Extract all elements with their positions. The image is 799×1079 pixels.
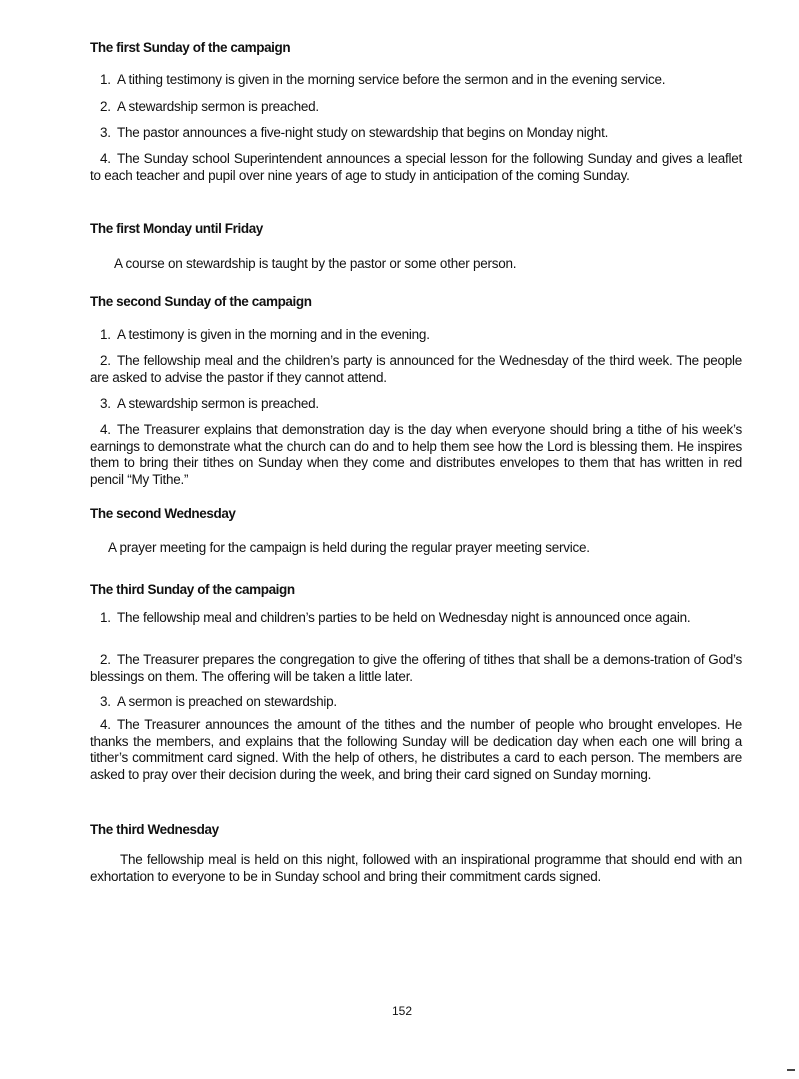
section-heading: The first Sunday of the campaign (90, 40, 291, 55)
item-text: The pastor announces a five-night study on stewardship that begins on Monday night. (117, 125, 609, 140)
item-text: A tithing testimony is given in the morning service before the sermon and in the evening service. (117, 72, 666, 87)
item-text: The Treasurer prepares the congregation to give the offering of tithes that shall be a demons-tration of God’s blessings on them. The offering will be taken a little later. (90, 652, 742, 684)
item-number: 4. (100, 717, 111, 732)
item-number: 1. (100, 610, 111, 625)
item-number: 2. (100, 652, 111, 667)
scan-mark (787, 1069, 795, 1071)
item-number: 1. (100, 327, 111, 342)
item-number: 4. (100, 422, 111, 437)
item-number: 2. (100, 99, 111, 114)
section-heading: The third Wednesday (90, 822, 219, 837)
list-item (90, 610, 742, 627)
list-item (90, 125, 742, 142)
item-text: The fellowship meal and the children’s party is announced for the Wednesday of the third week. The people are asked to advise the pastor if they cannot attend. (90, 353, 742, 385)
list-item (90, 327, 742, 344)
section-heading: The second Wednesday (90, 506, 236, 521)
item-text: A sermon is preached on stewardship. (117, 694, 337, 709)
section-text: The fellowship meal is held on this night, followed with an inspirational programme that should end with an exhortation to everyone to be in Sunday school and bring their commitment cards signed. (90, 852, 742, 884)
item-text: A stewardship sermon is preached. (117, 99, 319, 114)
section-heading: The third Sunday of the campaign (90, 582, 295, 597)
item-text: A testimony is given in the morning and in the evening. (117, 327, 430, 342)
item-text: A stewardship sermon is preached. (117, 396, 319, 411)
list-item (90, 652, 742, 685)
list-item (90, 717, 742, 783)
section-heading: The second Sunday of the campaign (90, 294, 312, 309)
item-number: 3. (100, 396, 111, 411)
list-item (90, 72, 742, 89)
list-item (90, 396, 742, 413)
item-number: 3. (100, 125, 111, 140)
section-heading: The first Monday until Friday (90, 221, 263, 236)
list-item (90, 99, 742, 116)
page-number: 152 (392, 1004, 413, 1018)
item-number: 2. (100, 353, 111, 368)
section-text: A course on stewardship is taught by the pastor or some other person. (114, 256, 517, 271)
item-text: The Treasurer announces the amount of the tithes and the number of people who brought envelopes. He thanks the members, and explains that the following Sunday will be dedication day when each one will bring a tither’s commitment card signed. With the help of others, he distributes a card to each person. The members are asked to pray over their decision during the week, and bring their card signed on Sunday morning. (90, 717, 742, 782)
item-text: The fellowship meal and children’s parties to be held on Wednesday night is announced once again. (117, 610, 691, 625)
list-item (90, 694, 742, 711)
item-text: The Treasurer explains that demonstration day is the day when everyone should bring a tithe of his week’s earnings to demonstrate what the church can do and to help them see how the Lord is blessing them. He inspires them to bring their tithes on Sunday when they come and distributes envelopes to them that has written in red pencil “My Tithe.” (90, 422, 742, 487)
section-text: A prayer meeting for the campaign is held during the regular prayer meeting service. (108, 540, 590, 555)
list-item (90, 353, 742, 386)
item-number: 1. (100, 72, 111, 87)
list-item (90, 151, 742, 184)
item-number: 3. (100, 694, 111, 709)
list-item (90, 422, 742, 488)
item-number: 4. (100, 151, 111, 166)
item-text: The Sunday school Superintendent announces a special lesson for the following Sunday and gives a leaflet to each teacher and pupil over nine years of age to study in anticipation of the coming Sunday. (90, 151, 742, 183)
